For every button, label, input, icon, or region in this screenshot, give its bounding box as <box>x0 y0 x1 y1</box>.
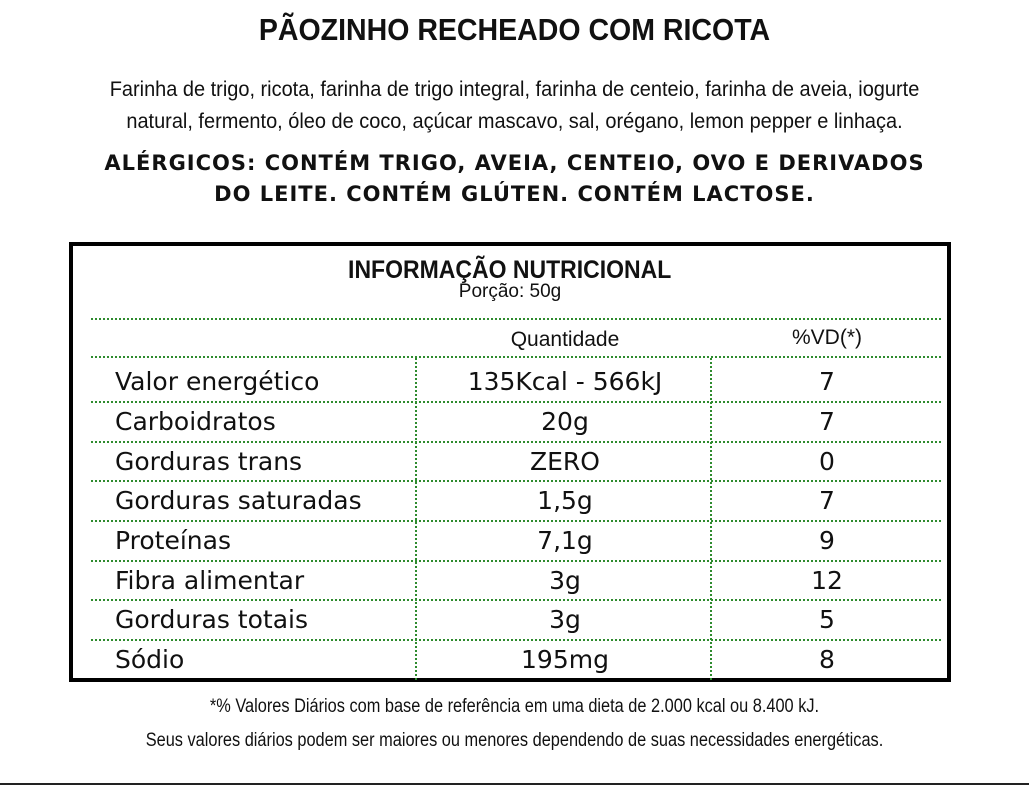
nutrition-header <box>73 256 947 302</box>
product-title: PÃOZINHO RECHEADO COM RICOTA <box>258 12 771 47</box>
nutrient-name: Gorduras trans <box>115 447 303 476</box>
nutrition-title: INFORMAÇÃO NUTRICIONAL <box>348 256 672 284</box>
allergen-warning <box>10 148 1019 210</box>
nutrient-vd: 7 <box>819 367 835 396</box>
nutrient-quantity: 20g <box>541 407 589 436</box>
nutrient-name: Gorduras totais <box>115 605 308 634</box>
nutrient-quantity: 3g <box>549 605 581 634</box>
nutrient-name: Proteínas <box>115 526 231 555</box>
nutrient-quantity: 135Kcal - 566kJ <box>467 367 663 396</box>
nutrient-quantity: 1,5g <box>537 486 593 515</box>
portion-size: Porção: 50g <box>458 281 562 302</box>
row-divider <box>91 356 941 358</box>
nutrient-vd: 7 <box>819 407 835 436</box>
nutrient-vd: 5 <box>819 605 835 634</box>
allergen-line: ALÉRGICOS: CONTÉM TRIGO, AVEIA, CENTEIO, OVO E DERIVADOS <box>104 151 925 175</box>
allergen-line: DO LEITE. CONTÉM GLÚTEN. CONTÉM LACTOSE. <box>214 182 815 206</box>
nutrient-name: Valor energético <box>115 367 320 396</box>
column-header-quantity: Quantidade <box>510 328 620 351</box>
nutrient-quantity: 195mg <box>521 645 609 674</box>
table-row <box>73 442 947 482</box>
nutrient-name: Sódio <box>115 645 185 674</box>
ingredients-line: natural, fermento, óleo de coco, açúcar mascavo, sal, orégano, lemon pepper e linhaça. <box>126 110 903 133</box>
row-divider <box>91 318 941 320</box>
ingredients-list <box>35 74 994 138</box>
nutrient-quantity: ZERO <box>530 447 600 476</box>
nutrient-vd: 0 <box>819 447 835 476</box>
nutrient-vd: 12 <box>811 566 843 595</box>
nutrient-name: Gorduras saturadas <box>115 486 362 515</box>
table-row <box>73 600 947 640</box>
nutrient-name: Fibra alimentar <box>115 566 305 595</box>
column-header-vd: %VD(*) <box>791 326 862 349</box>
ingredients-line: Farinha de trigo, ricota, farinha de trigo integral, farinha de centeio, farinha de aveia, iogurte <box>109 78 920 101</box>
nutrient-quantity: 7,1g <box>537 526 593 555</box>
table-row <box>73 521 947 561</box>
nutrient-vd: 7 <box>819 486 835 515</box>
table-row <box>73 561 947 601</box>
table-row <box>73 402 947 442</box>
nutrient-vd: 8 <box>819 645 835 674</box>
nutrient-quantity: 3g <box>549 566 581 595</box>
bottom-divider <box>0 783 1029 785</box>
table-row <box>73 362 947 402</box>
table-row <box>73 481 947 521</box>
table-row <box>73 640 947 680</box>
footnote-disclaimer: Seus valores diários podem ser maiores ou menores dependendo de suas necessidades energéticas. <box>145 730 884 751</box>
nutrient-name: Carboidratos <box>115 407 276 436</box>
nutrient-vd: 9 <box>819 526 835 555</box>
footnote-daily-values: *% Valores Diários com base de referência em uma dieta de 2.000 kcal ou 8.400 kJ. <box>209 696 820 717</box>
nutrition-table <box>69 242 951 682</box>
